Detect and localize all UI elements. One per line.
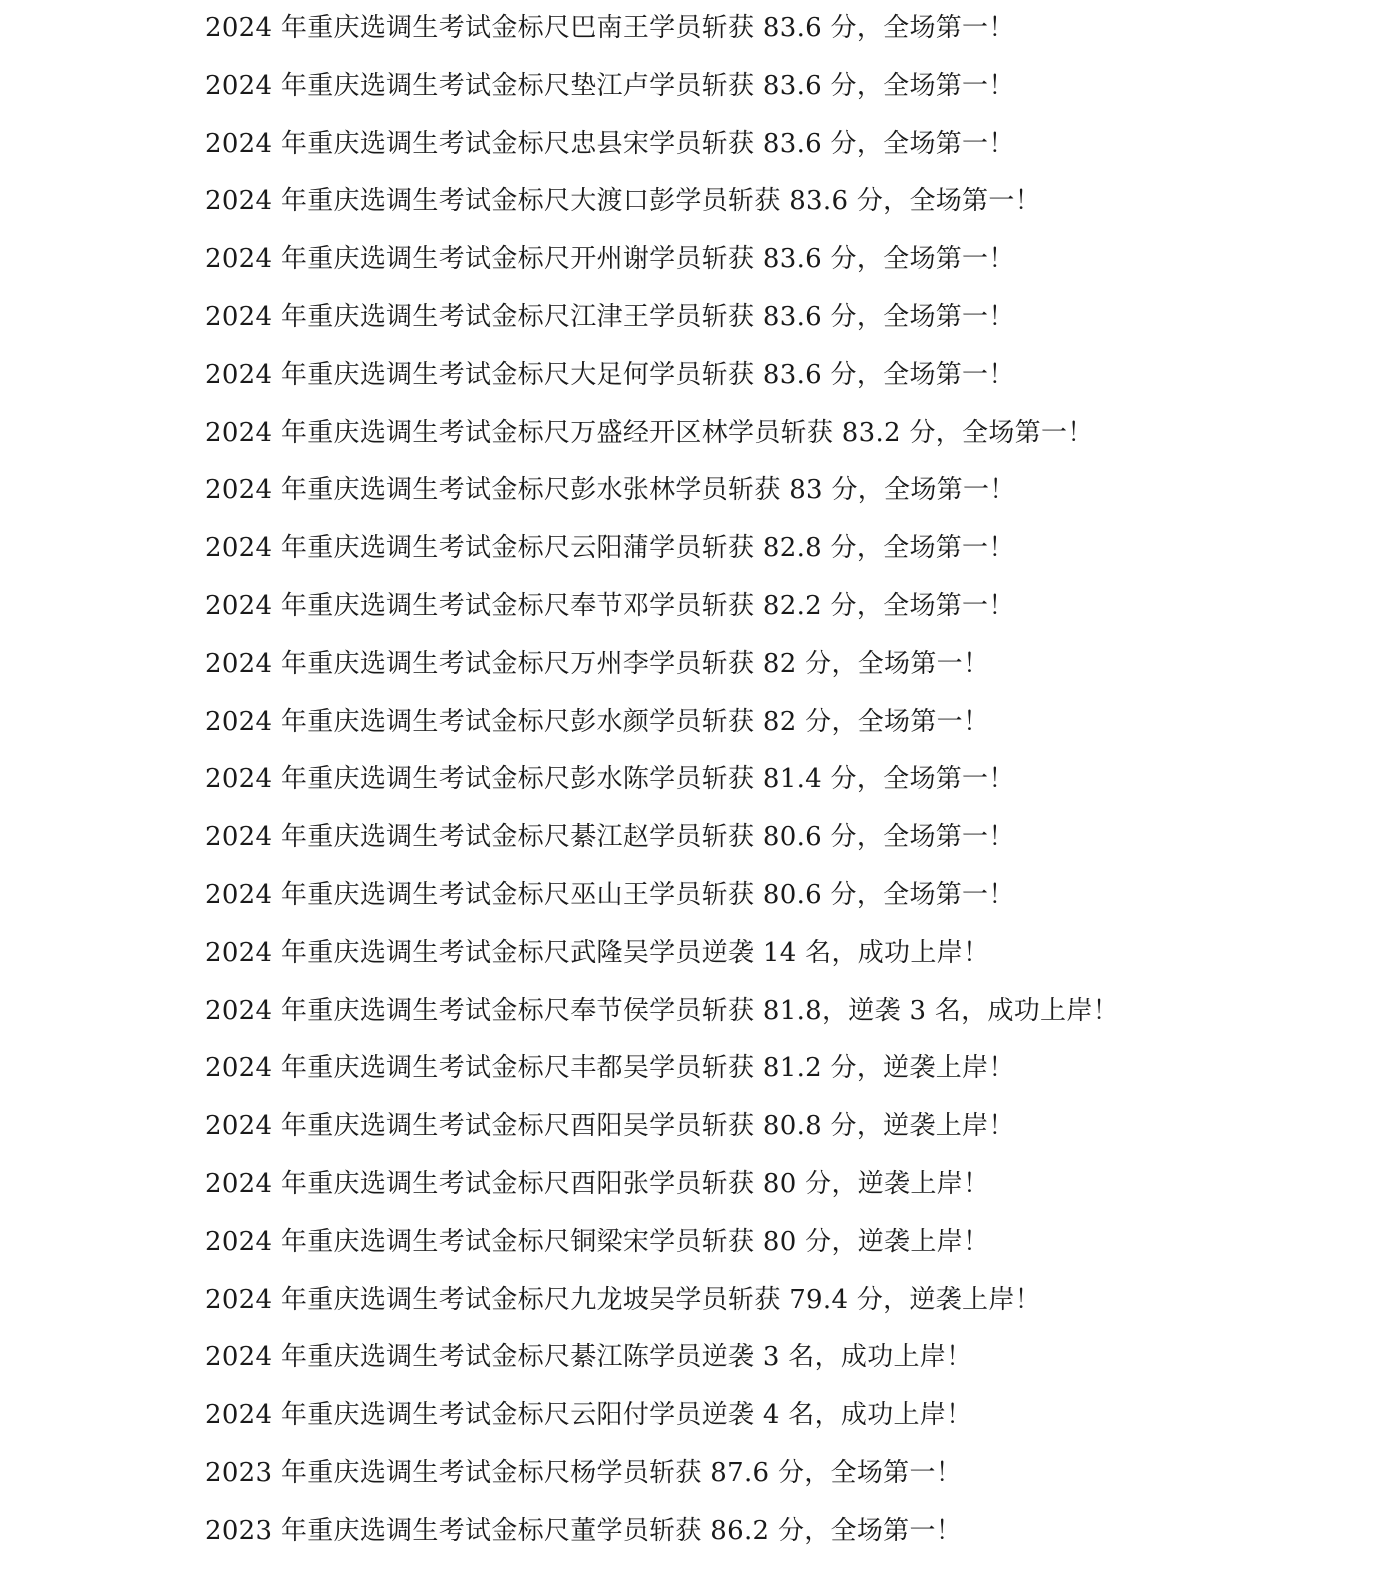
document-body <box>205 0 1355 1561</box>
text-line: 2024 年重庆选调生考试金标尺垫江卢学员斩获 83.6 分，全场第一！ <box>205 70 1015 101</box>
text-line: 2024 年重庆选调生考试金标尺巴南王学员斩获 83.6 分，全场第一！ <box>205 13 1015 43</box>
text-line: 2024 年重庆选调生考试金标尺彭水陈学员斩获 81.4 分，全场第一！ <box>205 764 1015 795</box>
text-line: 2024 年重庆选调生考试金标尺江津王学员斩获 83.6 分，全场第一！ <box>205 301 1015 332</box>
text-line: 2024 年重庆选调生考试金标尺彭水张林学员斩获 83 分，全场第一！ <box>205 475 1016 506</box>
text-line: 2024 年重庆选调生考试金标尺开州谢学员斩获 83.6 分，全场第一！ <box>205 244 1015 275</box>
text-line: 2024 年重庆选调生考试金标尺云阳付学员逆袭 4 名，成功上岸！ <box>205 1400 973 1431</box>
text-line: 2024 年重庆选调生考试金标尺万州李学员斩获 82 分，全场第一！ <box>205 648 990 679</box>
text-line: 2024 年重庆选调生考试金标尺綦江陈学员逆袭 3 名，成功上岸！ <box>205 1342 973 1373</box>
text-line: 2024 年重庆选调生考试金标尺大足何学员斩获 83.6 分，全场第一！ <box>205 359 1015 390</box>
text-line: 2024 年重庆选调生考试金标尺奉节邓学员斩获 82.2 分，全场第一！ <box>205 590 1015 621</box>
text-line: 2024 年重庆选调生考试金标尺铜梁宋学员斩获 80 分，逆袭上岸！ <box>205 1226 990 1257</box>
text-line: 2024 年重庆选调生考试金标尺酉阳吴学员斩获 80.8 分，逆袭上岸！ <box>205 1111 1015 1142</box>
text-line: 2024 年重庆选调生考试金标尺彭水颜学员斩获 82 分，全场第一！ <box>205 706 990 737</box>
text-line: 2024 年重庆选调生考试金标尺巫山王学员斩获 80.6 分，全场第一！ <box>205 879 1015 910</box>
text-line: 2024 年重庆选调生考试金标尺奉节侯学员斩获 81.8，逆袭 3 名，成功上岸！ <box>205 995 1119 1026</box>
text-line: 2024 年重庆选调生考试金标尺九龙坡吴学员斩获 79.4 分，逆袭上岸！ <box>205 1284 1041 1315</box>
text-line: 2024 年重庆选调生考试金标尺酉阳张学员斩获 80 分，逆袭上岸！ <box>205 1168 990 1199</box>
text-line: 2024 年重庆选调生考试金标尺武隆吴学员逆袭 14 名，成功上岸！ <box>205 937 990 968</box>
text-line: 2023 年重庆选调生考试金标尺杨学员斩获 87.6 分，全场第一！ <box>205 1457 963 1488</box>
text-line: 2024 年重庆选调生考试金标尺万盛经开区林学员斩获 83.2 分，全场第一！ <box>205 417 1094 448</box>
text-line: 2024 年重庆选调生考试金标尺大渡口彭学员斩获 83.6 分，全场第一！ <box>205 186 1041 217</box>
text-line: 2024 年重庆选调生考试金标尺綦江赵学员斩获 80.6 分，全场第一！ <box>205 822 1015 853</box>
text-line: 2024 年重庆选调生考试金标尺忠县宋学员斩获 83.6 分，全场第一！ <box>205 128 1015 159</box>
text-line: 2023 年重庆选调生考试金标尺董学员斩获 86.2 分，全场第一！ <box>205 1515 963 1546</box>
text-line: 2024 年重庆选调生考试金标尺云阳蒲学员斩获 82.8 分，全场第一！ <box>205 533 1015 564</box>
text-line: 2024 年重庆选调生考试金标尺丰都吴学员斩获 81.2 分，逆袭上岸！ <box>205 1053 1015 1084</box>
